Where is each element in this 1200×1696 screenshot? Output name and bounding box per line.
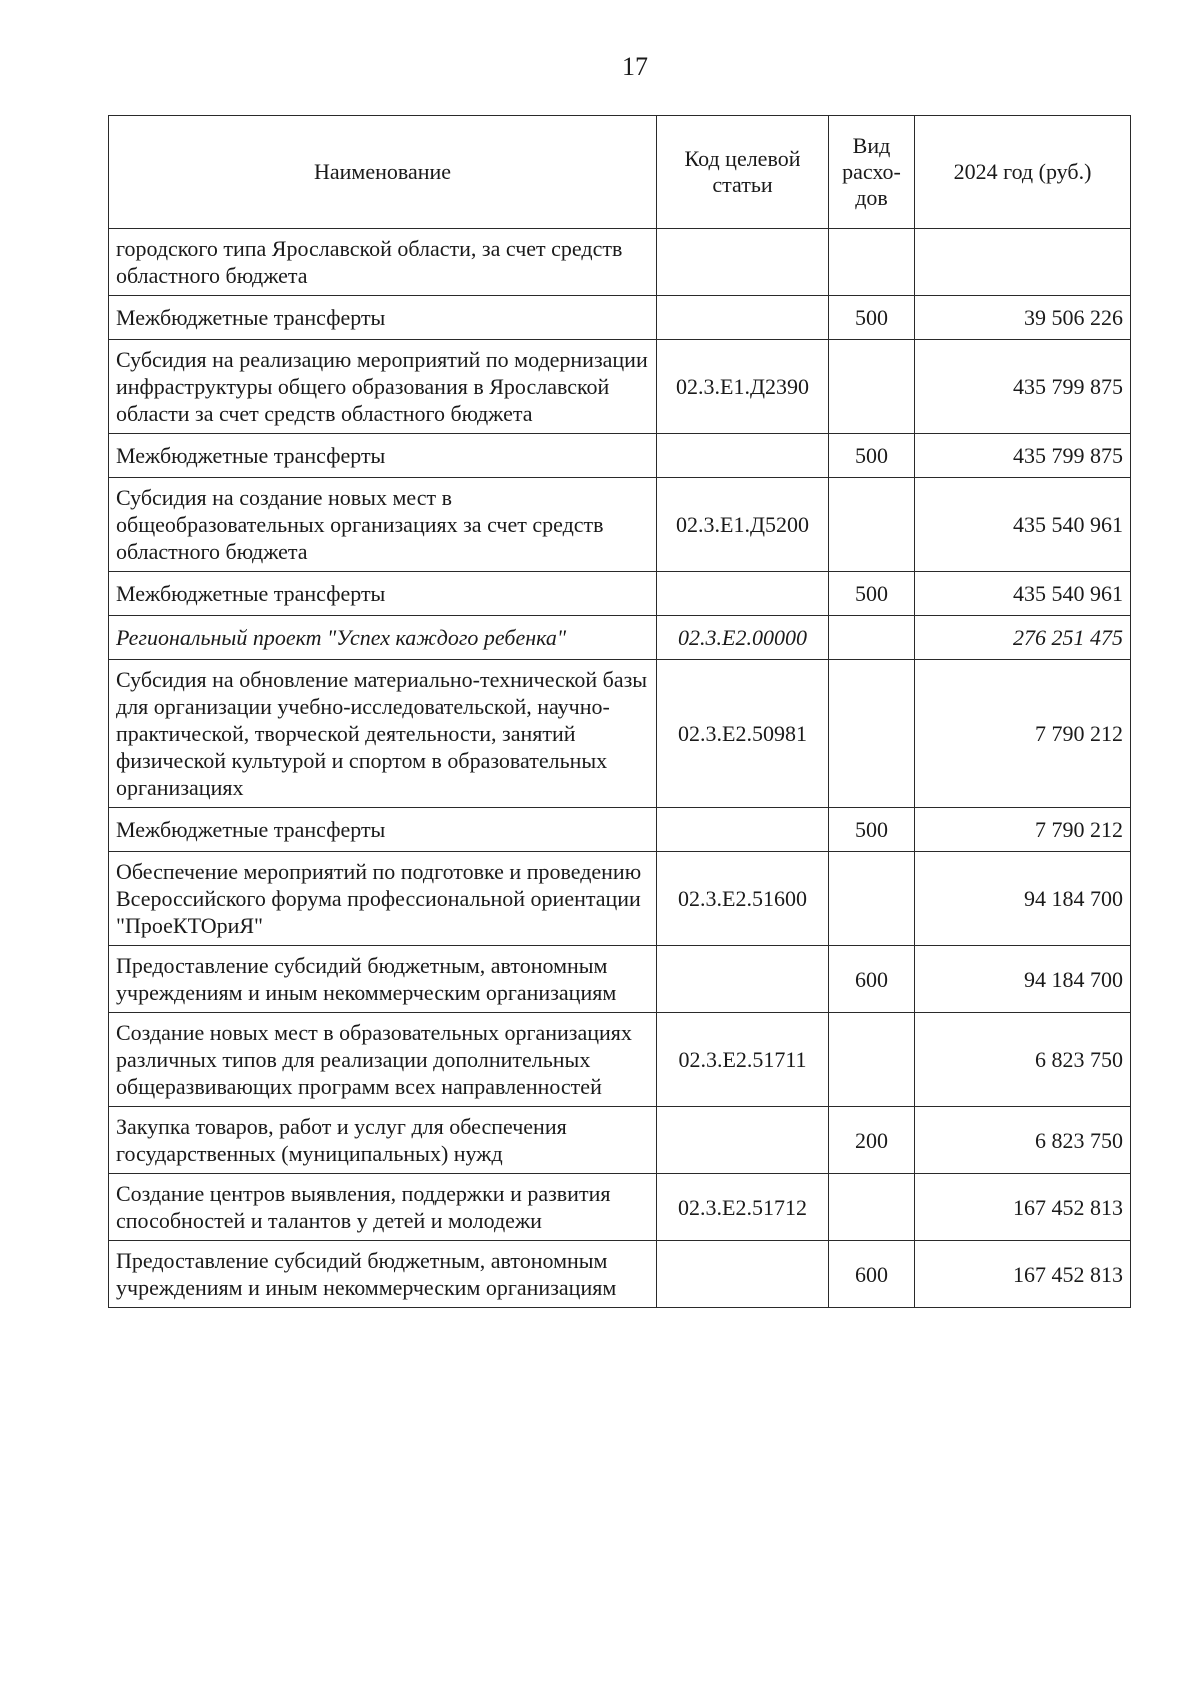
row-name: городского типа Ярославской области, за счет средств областного бюджета: [109, 229, 657, 296]
row-expense-type: 500: [829, 296, 915, 340]
row-code: [657, 434, 829, 478]
row-name: Обеспечение мероприятий по подготовке и проведению Всероссийского форума профессиональной ориентации "ПроеКТОриЯ": [109, 852, 657, 946]
row-name: Межбюджетные трансферты: [109, 572, 657, 616]
header-name: Наименование: [109, 116, 657, 229]
row-code: 02.3.Е2.51600: [657, 852, 829, 946]
row-expense-type: [829, 660, 915, 808]
row-code: 02.3.Е2.50981: [657, 660, 829, 808]
header-sum: 2024 год (руб.): [915, 116, 1131, 229]
table-row: [109, 1107, 1131, 1174]
row-amount: 39 506 226: [915, 296, 1131, 340]
row-code: 02.3.Е1.Д2390: [657, 340, 829, 434]
table-row: [109, 1174, 1131, 1241]
row-amount: 435 799 875: [915, 340, 1131, 434]
row-expense-type: 200: [829, 1107, 915, 1174]
row-code: [657, 572, 829, 616]
table-row: [109, 660, 1131, 808]
budget-table: [108, 115, 1131, 1308]
page-number: 17: [622, 52, 648, 81]
row-expense-type: 600: [829, 946, 915, 1013]
table-row: [109, 1241, 1131, 1308]
row-amount: 435 540 961: [915, 572, 1131, 616]
row-name: Предоставление субсидий бюджетным, автономным учреждениям и иным некоммерческим организациям: [109, 946, 657, 1013]
row-expense-type: [829, 340, 915, 434]
row-amount: 7 790 212: [915, 808, 1131, 852]
row-amount: 6 823 750: [915, 1107, 1131, 1174]
row-expense-type: [829, 1174, 915, 1241]
row-amount: 6 823 750: [915, 1013, 1131, 1107]
row-name: Предоставление субсидий бюджетным, автономным учреждениям и иным некоммерческим организациям: [109, 1241, 657, 1308]
row-code: [657, 1107, 829, 1174]
row-name: Создание центров выявления, поддержки и развития способностей и талантов у детей и молодежи: [109, 1174, 657, 1241]
row-expense-type: 600: [829, 1241, 915, 1308]
table-row: [109, 340, 1131, 434]
row-code: [657, 946, 829, 1013]
table-row: [109, 572, 1131, 616]
row-amount: 435 540 961: [915, 478, 1131, 572]
table-row: [109, 616, 1131, 660]
table-row: [109, 1013, 1131, 1107]
row-expense-type: [829, 229, 915, 296]
row-code: [657, 1241, 829, 1308]
row-expense-type: [829, 478, 915, 572]
row-code: 02.3.Е1.Д5200: [657, 478, 829, 572]
row-code: 02.3.Е2.51711: [657, 1013, 829, 1107]
row-amount: 276 251 475: [915, 616, 1131, 660]
row-expense-type: 500: [829, 434, 915, 478]
row-code: [657, 229, 829, 296]
row-expense-type: [829, 852, 915, 946]
row-amount: [915, 229, 1131, 296]
row-code: 02.3.Е2.51712: [657, 1174, 829, 1241]
row-name: Межбюджетные трансферты: [109, 296, 657, 340]
row-amount: 435 799 875: [915, 434, 1131, 478]
row-name: Субсидия на обновление материально-технической базы для организации учебно-исследовательской, научно-практической, творческой деятельности, занятий физической культурой и спортом в образовательных организациях: [109, 660, 657, 808]
row-name: Закупка товаров, работ и услуг для обеспечения государственных (муниципальных) нужд: [109, 1107, 657, 1174]
row-code: [657, 808, 829, 852]
table-row: [109, 946, 1131, 1013]
row-amount: 94 184 700: [915, 946, 1131, 1013]
header-type: Вид расхо-дов: [829, 116, 915, 229]
table-row: [109, 808, 1131, 852]
row-amount: 167 452 813: [915, 1174, 1131, 1241]
header-code: Код целевой статьи: [657, 116, 829, 229]
row-expense-type: 500: [829, 572, 915, 616]
table-row: [109, 434, 1131, 478]
table-row: [109, 852, 1131, 946]
row-name: Региональный проект "Успех каждого ребенка": [109, 616, 657, 660]
table-row: [109, 229, 1131, 296]
table-row: [109, 478, 1131, 572]
row-expense-type: [829, 616, 915, 660]
row-name: Субсидия на реализацию мероприятий по модернизации инфраструктуры общего образования в Ярославской области за счет средств областного бюджета: [109, 340, 657, 434]
row-expense-type: [829, 1013, 915, 1107]
table-header-row: [109, 116, 1131, 229]
row-expense-type: 500: [829, 808, 915, 852]
row-code: [657, 296, 829, 340]
row-name: Межбюджетные трансферты: [109, 808, 657, 852]
row-code: 02.3.Е2.00000: [657, 616, 829, 660]
row-amount: 7 790 212: [915, 660, 1131, 808]
table-row: [109, 296, 1131, 340]
row-name: Межбюджетные трансферты: [109, 434, 657, 478]
row-amount: 94 184 700: [915, 852, 1131, 946]
table-body: [109, 229, 1131, 1308]
row-name: Субсидия на создание новых мест в общеобразовательных организациях за счет средств областного бюджета: [109, 478, 657, 572]
row-amount: 167 452 813: [915, 1241, 1131, 1308]
row-name: Создание новых мест в образовательных организациях различных типов для реализации дополнительных общеразвивающих программ всех направленностей: [109, 1013, 657, 1107]
